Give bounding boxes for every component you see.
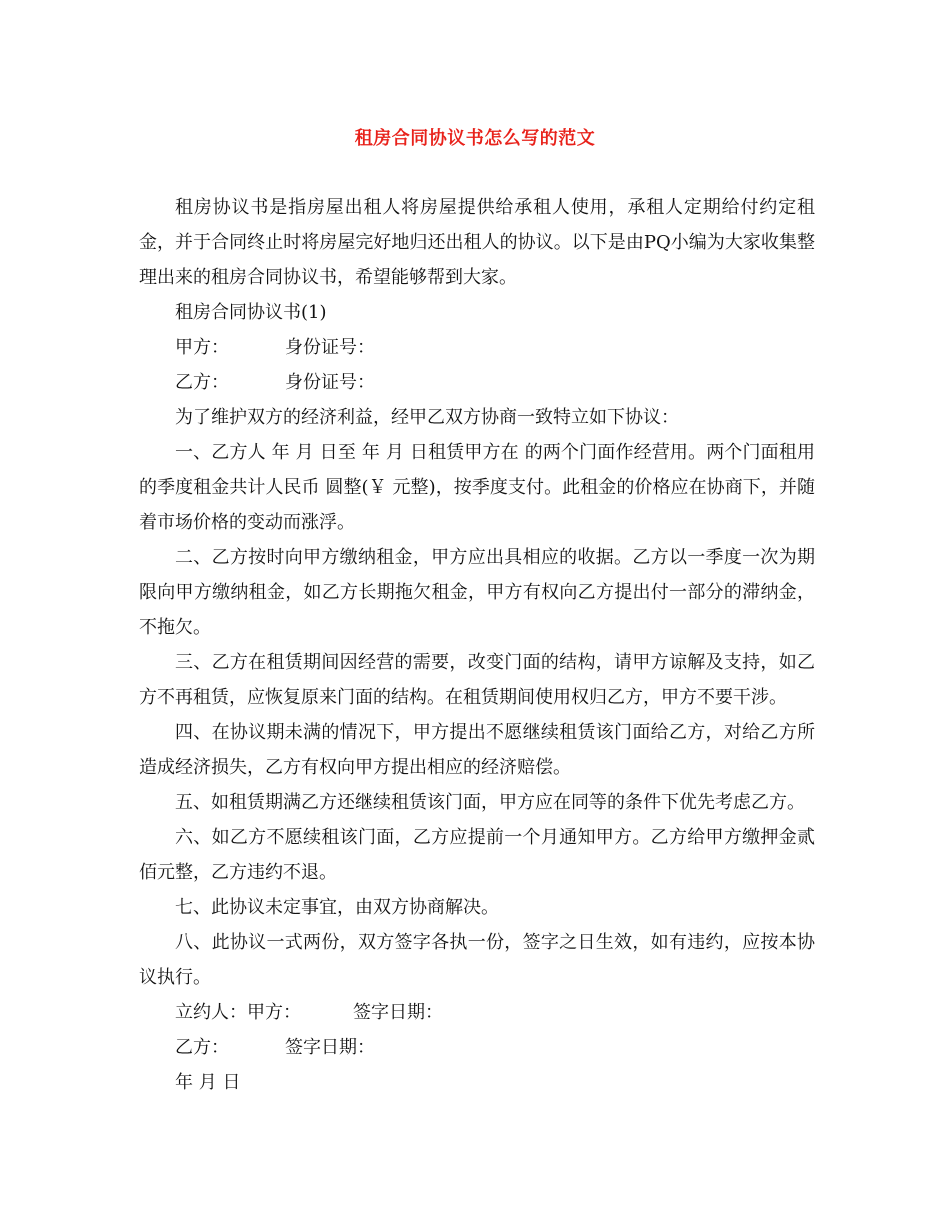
document-title: 租房合同协议书怎么写的范文 [354, 128, 596, 149]
party-a-label: 甲方： [175, 337, 229, 358]
intro-paragraph: 租房协议书是指房屋出租人将房屋提供给承租人使用，承租人定期给付约定租金，并于合同终止时将房屋完好地归还出租人的协议。以下是由PQ小编为大家收集整理出来的租房合同协议书，希望能够帮到大家。 [139, 197, 815, 288]
signatory-line [139, 995, 815, 1030]
clause-1: 一、乙方人 年 月 日至 年 月 日租赁甲方在 的两个门面作经营用。两个门面租用的季度租金共计人民币 圆整(￥ 元整)，按季度支付。此租金的价格应在协商下，并随着市场价格的变动而涨浮。 [139, 442, 815, 533]
date-line: 年 月 日 [175, 1072, 241, 1093]
signatory-label: 立约人：甲方： [175, 1002, 301, 1023]
clause-5: 五、如租赁期满乙方还继续租赁该门面，甲方应在同等的条件下优先考虑乙方。 [175, 792, 805, 813]
clause-8: 八、此协议一式两份，双方签字各执一份，签字之日生效，如有违约，应按本协议执行。 [139, 932, 815, 988]
party-a-line [139, 330, 815, 365]
party-b-label: 乙方： [175, 372, 229, 393]
id-label: 身份证号： [285, 337, 375, 358]
id-label: 身份证号： [285, 372, 375, 393]
party-b-label: 乙方： [175, 1037, 229, 1058]
clause-2: 二、乙方按时向甲方缴纳租金，甲方应出具相应的收据。乙方以一季度一次为期限向甲方缴纳租金，如乙方长期拖欠租金，甲方有权向乙方提出付一部分的滞纳金，不拖欠。 [139, 547, 815, 638]
sign-date-label: 签字日期： [353, 1002, 443, 1023]
clause-4: 四、在协议期未满的情况下，甲方提出不愿继续租赁该门面给乙方，对给乙方所造成经济损失，乙方有权向甲方提出相应的经济赔偿。 [139, 722, 815, 778]
clause-3: 三、乙方在租赁期间因经营的需要，改变门面的结构，请甲方谅解及支持，如乙方不再租赁，应恢复原来门面的结构。在租赁期间使用权归乙方，甲方不要干涉。 [139, 652, 815, 708]
sign-date-label: 签字日期： [285, 1037, 375, 1058]
preamble: 为了维护双方的经济利益，经甲乙双方协商一致特立如下协议： [175, 407, 679, 428]
document-body [139, 190, 815, 1100]
clause-7: 七、此协议未定事宜，由双方协商解决。 [175, 897, 499, 918]
party-b-sign-line [139, 1030, 815, 1065]
party-b-line [139, 365, 815, 400]
clause-6: 六、如乙方不愿续租该门面，乙方应提前一个月通知甲方。乙方给甲方缴押金贰佰元整，乙方违约不退。 [139, 827, 815, 883]
section-heading: 租房合同协议书(1) [175, 302, 327, 323]
